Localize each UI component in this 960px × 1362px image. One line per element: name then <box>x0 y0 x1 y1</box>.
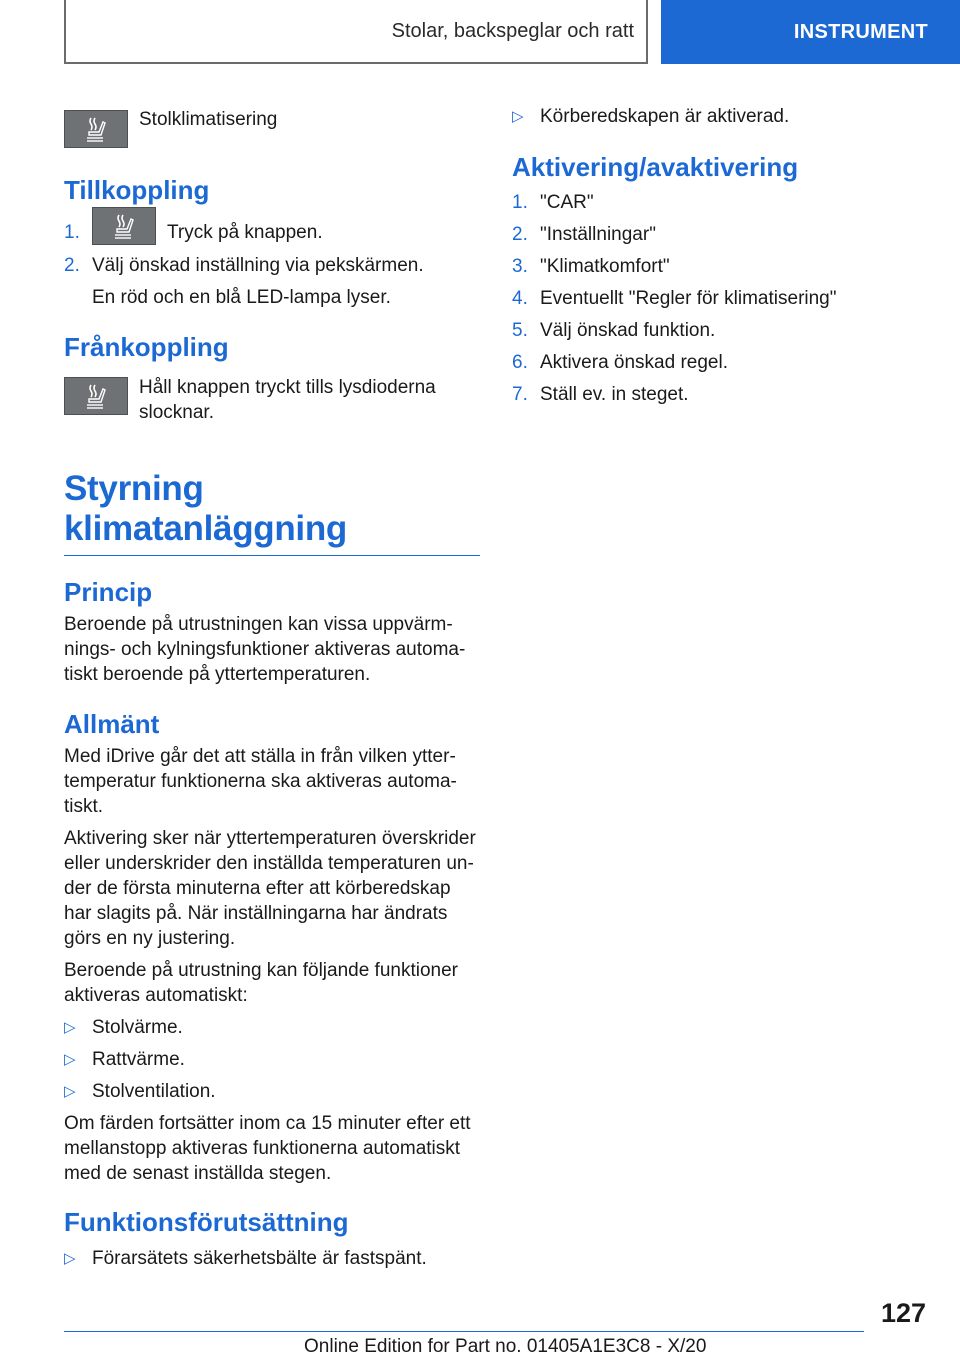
bullet-text: Förarsätets säkerhetsbälte är fastspänt. <box>92 1248 427 1269</box>
list-item <box>64 1246 480 1271</box>
list-item <box>512 104 896 129</box>
triangle-right-icon: ▷ <box>64 1083 76 1100</box>
list-item <box>64 220 480 245</box>
section-title: Stolar, backspeglar och ratt <box>391 19 634 42</box>
allmant-p3: Beroende på utrustning kan följande funktioner aktiveras automatiskt: <box>64 960 458 1006</box>
footer-rule <box>64 1331 864 1332</box>
triangle-right-icon: ▷ <box>64 1250 76 1267</box>
frankoppling-text: Håll knappen tryckt tills lysdioderna slocknar. <box>139 377 436 423</box>
step-text: Tryck på knappen. <box>167 222 323 243</box>
tillkoppling-heading: Tillkoppling <box>64 175 210 205</box>
seat-climate-icon <box>92 207 156 245</box>
step-text: "CAR" <box>540 192 594 213</box>
seat-climate-icon <box>64 377 128 415</box>
forutsattning-heading: Funktionsförutsättning <box>64 1207 349 1237</box>
list-item <box>512 318 896 343</box>
step-number: 1. <box>512 192 528 213</box>
step-text: "Inställningar" <box>540 224 656 245</box>
left-column <box>64 96 480 1271</box>
aktivering-steps <box>512 190 896 407</box>
allmant-p4: Om färden fortsätter inom ca 15 minuter efter ett mellanstopp aktiveras funktionerna automatiskt med de senast inställda stegen. <box>64 1113 471 1184</box>
seat-climate-icon <box>64 110 128 148</box>
step-number: 1. <box>64 222 80 243</box>
bullet-text: Stolvärme. <box>92 1017 183 1038</box>
step-text: "Klimatkomfort" <box>540 256 670 277</box>
triangle-right-icon: ▷ <box>64 1019 76 1036</box>
aktivering-heading: Aktivering/avaktivering <box>512 152 799 182</box>
list-item <box>64 1047 480 1072</box>
step-number: 4. <box>512 288 528 309</box>
frankoppling-heading: Frånkoppling <box>64 332 229 362</box>
chapter-title: INSTRUMENT <box>793 20 928 43</box>
chapter-tab[interactable] <box>661 0 960 64</box>
allmant-p1: Med iDrive går det att ställa in från vilken yttertemperatur funktionerna ska aktiveras automatiskt. <box>64 746 457 817</box>
list-item <box>512 254 896 279</box>
step-number: 5. <box>512 320 528 341</box>
bullet-text: Körberedskapen är aktiverad. <box>540 106 790 127</box>
list-item <box>512 350 896 375</box>
main-heading-block <box>64 469 480 556</box>
section-header <box>64 0 648 64</box>
step-text: Eventuellt "Regler för klimatisering" <box>540 288 837 309</box>
list-item <box>512 286 896 311</box>
princip-text: Beroende på utrustningen kan vissa uppvärmnings- och kylningsfunktioner aktiveras automatiskt beroende på yttertemperaturen. <box>64 614 466 685</box>
bullet-text: Rattvärme. <box>92 1049 185 1070</box>
icon-caption: Stolklimatisering <box>139 109 278 130</box>
edition-text: Online Edition for Part no. 01405A1E3C8 - X/20 <box>304 1336 707 1357</box>
bullet-text: Stolventilation. <box>92 1081 216 1102</box>
list-item <box>512 222 896 247</box>
frankoppling-row <box>64 375 480 425</box>
step-text: Ställ ev. in steget. <box>540 384 689 405</box>
step-text: Aktivera önskad regel. <box>540 352 728 373</box>
step-number: 3. <box>512 256 528 277</box>
step-number: 6. <box>512 352 528 373</box>
step-number: 2. <box>512 224 528 245</box>
step-text: Välj önskad inställning via pekskärmen. <box>92 255 424 276</box>
list-item <box>512 190 896 215</box>
step-number: 7. <box>512 384 528 405</box>
page-number: 127 <box>880 1298 926 1328</box>
princip-heading: Princip <box>64 577 153 607</box>
allmant-heading: Allmänt <box>64 709 160 739</box>
triangle-right-icon: ▷ <box>512 108 524 125</box>
list-item <box>64 1015 480 1040</box>
step-number: 2. <box>64 255 80 276</box>
list-item <box>64 253 480 278</box>
allmant-p2: Aktivering sker när yttertemperaturen överskrider eller underskrider den inställda temperaturen under de första minuterna efter att körberedskap har slagits på. När inställningarna har ändrats görs en ny justering. <box>64 828 476 949</box>
seat-climate-row <box>64 110 480 148</box>
triangle-right-icon: ▷ <box>64 1051 76 1068</box>
right-column <box>512 96 896 414</box>
list-item <box>64 1079 480 1104</box>
list-item <box>512 382 896 407</box>
main-heading: Styrning klimatanläggning <box>64 469 348 548</box>
step-text: Välj önskad funktion. <box>540 320 716 341</box>
led-note: En röd och en blå LED-lampa lyser. <box>92 287 391 308</box>
